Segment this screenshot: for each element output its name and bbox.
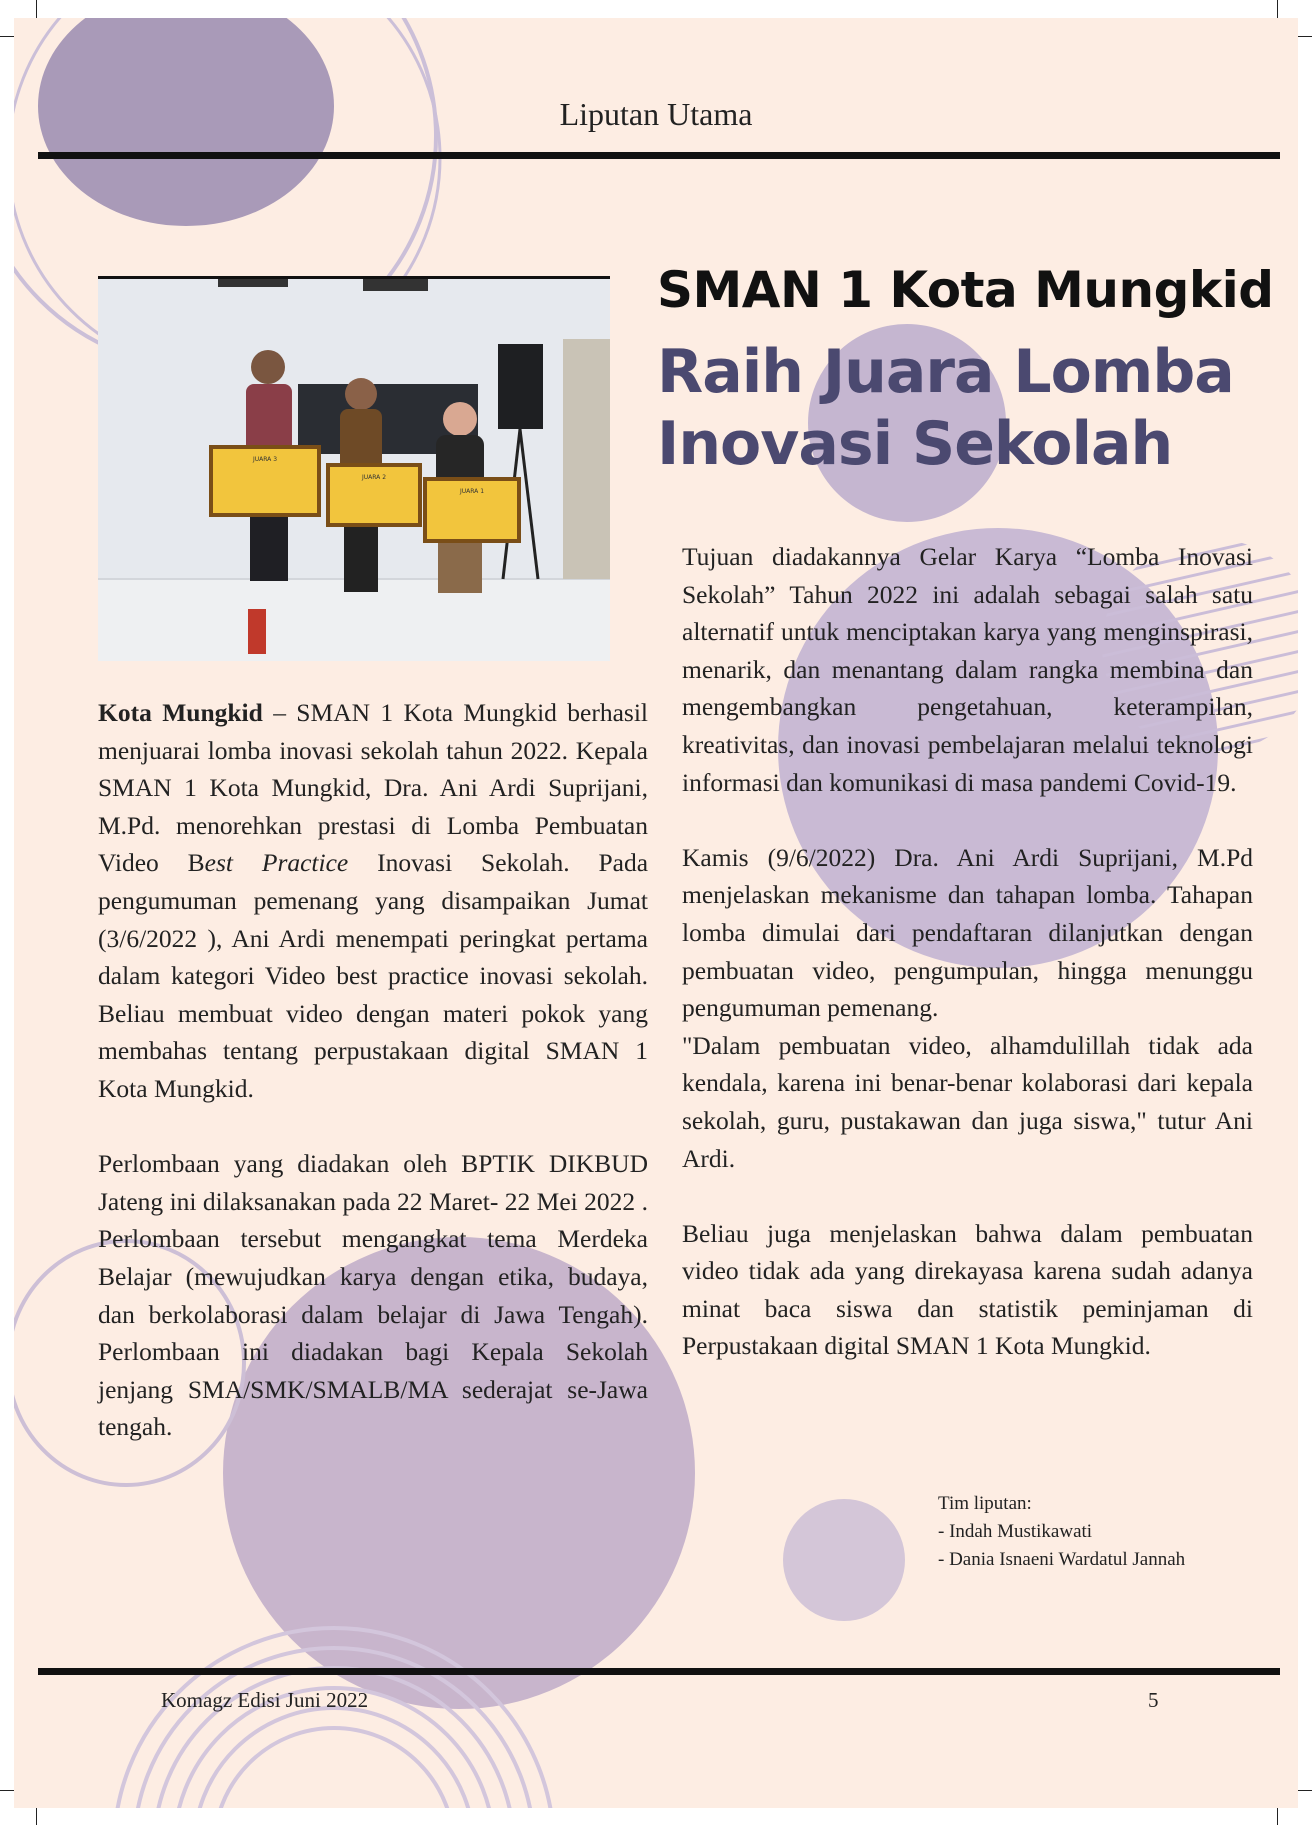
right-column [682,538,1253,1365]
magazine-page [14,18,1298,1808]
edition-label: Komagz Edisi Juni 2022 [161,1688,369,1712]
left-paragraph-1 [98,694,648,1108]
left-paragraph-1-text-b: Inovasi Sekolah. Pada pengumuman pemenang yang disampaikan Jumat (3/6/2022 ), Ani Ardi menempati peringkat pertama dalam kategori Video best practice inovasi sekolah. Beliau membuat video dengan materi pokok yang membahas tentang perpustakaan digital SMAN 1 Kota Mungkid. [98,848,649,1103]
right-paragraph-4: Beliau juga menjelaskan bahwa dalam pembuatan video tidak ada yang direkayasa karena sudah adanya minat baca siswa dan statistik peminjaman di Perpustakaan digital SMAN 1 Kota Mungkid. [682,1218,1253,1361]
page-number: 5 [1148,1688,1159,1712]
crop-mark [36,0,37,18]
footer-rule [38,1668,1280,1675]
left-paragraph-1-italic: est Practice [204,848,349,878]
section-label: Liputan Utama [559,96,753,132]
left-paragraph-1-text-a: – SMAN 1 Kota Mungkid berhasil menjuarai lomba inovasi sekolah tahun 2022. Kepala SMAN 1 Kota Mungkid, Dra. Ani Ardi Suprijani, M.Pd. menorehkan prestasi di Lomba Pembuatan Video B [98,698,648,878]
crop-mark [0,1790,14,1791]
headline-line3: Inovasi Sekolah [657,409,1173,479]
crop-mark [1296,36,1312,37]
award-photo [98,276,610,661]
credits-member: - Dania Isnaeni Wardatul Jannah [938,1549,1186,1570]
headline-subtitle [657,336,1234,480]
credits-member: - Indah Mustikawati [938,1521,1093,1542]
credits-heading: Tim liputan: [938,1493,1032,1514]
crop-mark [1298,1790,1312,1791]
crop-mark [1277,1808,1278,1825]
left-paragraph-2: Perlombaan yang diadakan oleh BPTIK DIKBUD Jateng ini dilaksanakan pada 22 Maret- 22 Mei 2022 . Perlombaan tersebut mengangkat tema Merdeka Belajar (mewujudkan karya dengan etika, budaya, dan berkolaborasi dalam belajar di Jawa Tengah). Perlombaan ini diadakan bagi Kepala Sekolah jenjang SMA/SMK/SMALB/MA sederajat se-Jawa tengah. [98,1149,648,1442]
award-photo-illustration [98,279,610,661]
reporting-team [938,1490,1185,1574]
certificate-label: JUARA 1 [459,488,485,495]
right-paragraph-2: Kamis (9/6/2022) Dra. Ani Ardi Suprijani, M.Pd menjelaskan mekanisme dan tahapan lomba. Tahapan lomba dimulai dari pendaftaran dilanjutkan dengan pembuatan video, pengumpulan, hingga menunggu pengumuman pemenang. [682,842,1253,1023]
header-rule [38,152,1280,159]
right-paragraph-3: "Dalam pembuatan video, alhamdulillah tidak ada kendala, karena ini benar-benar kolaborasi dari kepala sekolah, guru, pustakawan dan juga siswa," tutur Ani Ardi. [682,1030,1253,1173]
crop-mark [36,1808,37,1825]
left-column [98,694,648,1446]
headline-line2: Raih Juara Lomba [657,337,1234,407]
certificate-label: JUARA 2 [361,474,387,481]
right-paragraph-1: Tujuan diadakannya Gelar Karya “Lomba Inovasi Sekolah” Tahun 2022 ini adalah sebagai salah satu alternatif untuk menciptakan karya yang menginspirasi, menarik, dan menantang dalam rangka membina dan mengembangkan pengetahuan, keterampilan, kreativitas, dan inovasi pembelajaran melalui teknologi informasi dan komunikasi di masa pandemi Covid-19. [682,542,1253,797]
dateline: Kota Mungkid [98,698,263,727]
headline-line1: SMAN 1 Kota Mungkid [657,261,1274,319]
certificate-label: JUARA 3 [252,456,278,463]
crop-mark [1277,0,1278,18]
